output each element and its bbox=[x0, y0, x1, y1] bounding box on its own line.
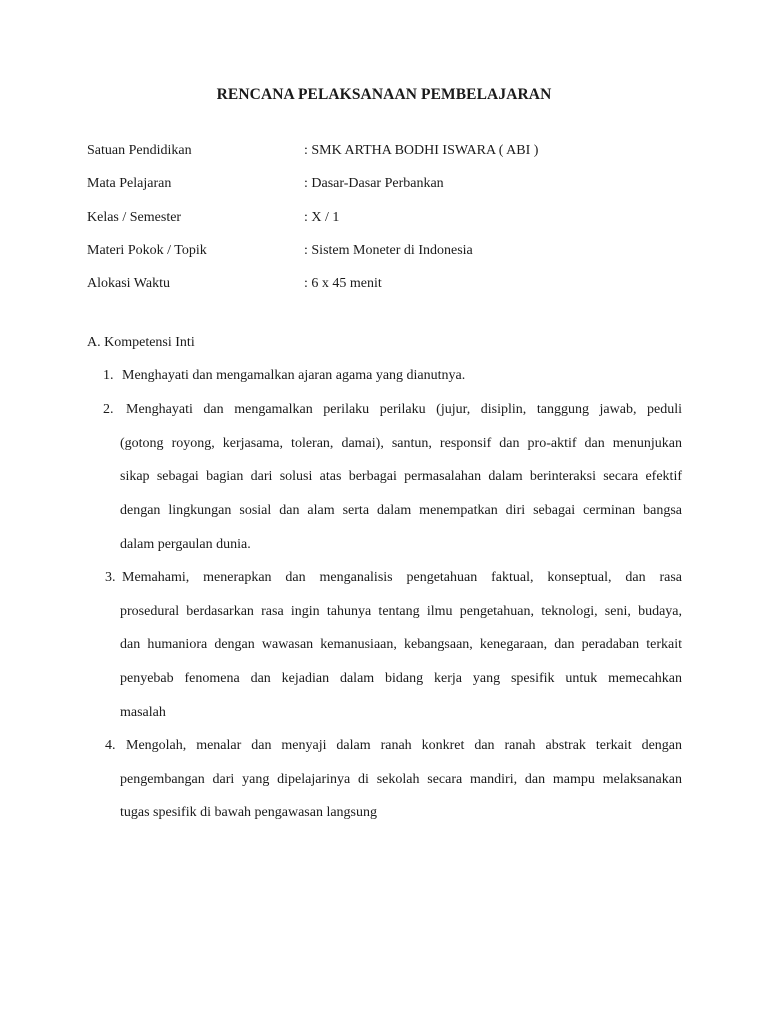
list-item-line: penyebab fenomena dan kejadian dalam bidang kerja yang spesifik untuk memecahkan bbox=[120, 671, 682, 686]
list-item-line: Mengolah, menalar dan menyaji dalam ranah konkret dan ranah abstrak terkait dengan bbox=[126, 738, 682, 753]
list-item-line: masalah bbox=[120, 705, 166, 720]
info-label: Materi Pokok / Topik bbox=[87, 243, 207, 258]
info-value: : SMK ARTHA BODHI ISWARA ( ABI ) bbox=[304, 143, 539, 158]
list-item-line: dan humaniora dengan wawasan kemanusiaan, kebangsaan, kenegaraan, dan peradaban terkait bbox=[120, 637, 682, 652]
list-number: 1. bbox=[103, 368, 114, 383]
list-number: 3. bbox=[105, 570, 116, 585]
list-item-line: sikap sebagai bagian dari solusi atas berbagai permasalahan dalam berinteraksi secara efektif bbox=[120, 469, 682, 484]
info-label: Satuan Pendidikan bbox=[87, 143, 192, 158]
info-value: : Dasar-Dasar Perbankan bbox=[304, 176, 444, 191]
info-value: : 6 x 45 menit bbox=[304, 276, 382, 291]
list-item-line: tugas spesifik di bawah pengawasan langsung bbox=[120, 805, 377, 820]
list-item-line: Menghayati dan mengamalkan ajaran agama yang dianutnya. bbox=[122, 368, 466, 383]
section-heading-kompetensi-inti: A. Kompetensi Inti bbox=[87, 335, 195, 350]
list-item-line: Menghayati dan mengamalkan perilaku perilaku (jujur, disiplin, tanggung jawab, peduli bbox=[126, 402, 682, 417]
list-item-line: (gotong royong, kerjasama, toleran, damai), santun, responsif dan pro-aktif dan menunjukan bbox=[120, 436, 682, 451]
info-label: Alokasi Waktu bbox=[87, 276, 170, 291]
list-item-line: dalam pergaulan dunia. bbox=[120, 537, 251, 552]
list-item-line: pengembangan dari yang dipelajarinya di sekolah secara mandiri, dan mampu melaksanakan bbox=[120, 772, 682, 787]
info-value: : X / 1 bbox=[304, 210, 340, 225]
info-label: Kelas / Semester bbox=[87, 210, 182, 225]
info-value: : Sistem Moneter di Indonesia bbox=[304, 243, 473, 258]
info-label: Mata Pelajaran bbox=[87, 176, 172, 191]
list-item-line: dengan lingkungan sosial dan alam serta dalam menempatkan diri sebagai cerminan bangsa bbox=[120, 503, 682, 518]
document-title: RENCANA PELAKSANAAN PEMBELAJARAN bbox=[216, 86, 552, 103]
list-item-line: Memahami, menerapkan dan menganalisis pengetahuan faktual, konseptual, dan rasa bbox=[122, 570, 682, 585]
list-item-line: prosedural berdasarkan rasa ingin tahunya tentang ilmu pengetahuan, teknologi, seni, budaya, bbox=[120, 604, 682, 619]
list-number: 4. bbox=[105, 738, 116, 753]
list-number: 2. bbox=[103, 402, 114, 417]
